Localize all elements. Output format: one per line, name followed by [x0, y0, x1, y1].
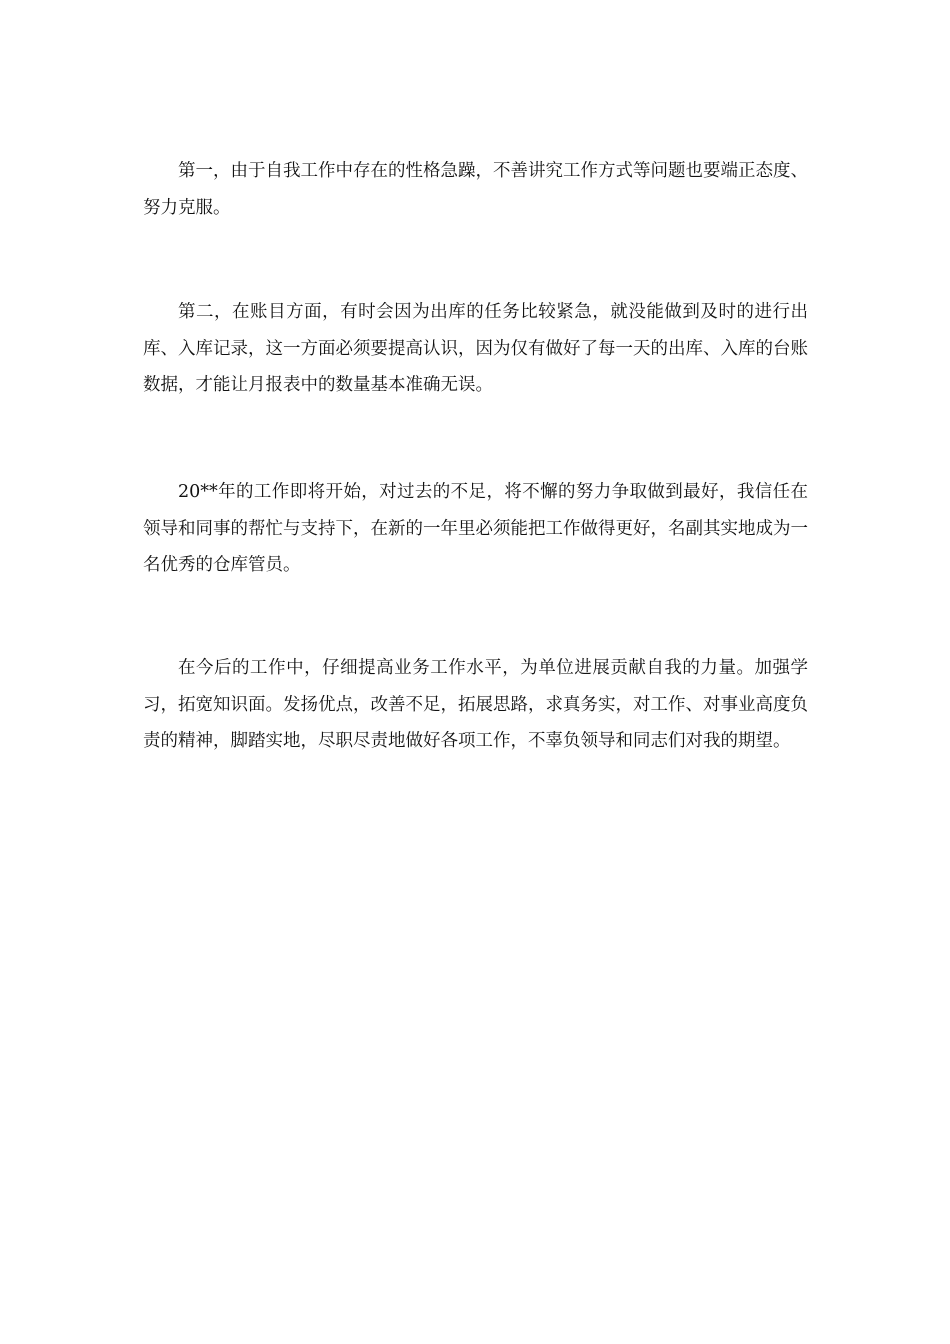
paragraph-4: 在今后的工作中，仔细提高业务工作水平，为单位进展贡献自我的力量。加强学习，拓宽知识面。发扬优点，改善不足，拓展思路，求真务实，对工作、对事业高度负责的精神，脚踏实地，尽职尽责地做好各项工作，不辜负领导和同志们对我的期望。 — [143, 658, 808, 751]
paragraph-2: 第二，在账目方面，有时会因为出库的任务比较紧急，就没能做到及时的进行出库、入库记录，这一方面必须要提高认识，因为仅有做好了每一天的出库、入库的台账数据，才能让月报表中的数量基本准确无误。 — [143, 302, 808, 395]
paragraph-1: 第一，由于自我工作中存在的性格急躁，不善讲究工作方式等问题也要端正态度、努力克服。 — [143, 161, 808, 218]
paragraph-3: 20**年的工作即将开始，对过去的不足，将不懈的努力争取做到最好，我信任在领导和同事的帮忙与支持下，在新的一年里必须能把工作做得更好，名副其实地成为一名优秀的仓库管员。 — [143, 482, 808, 575]
